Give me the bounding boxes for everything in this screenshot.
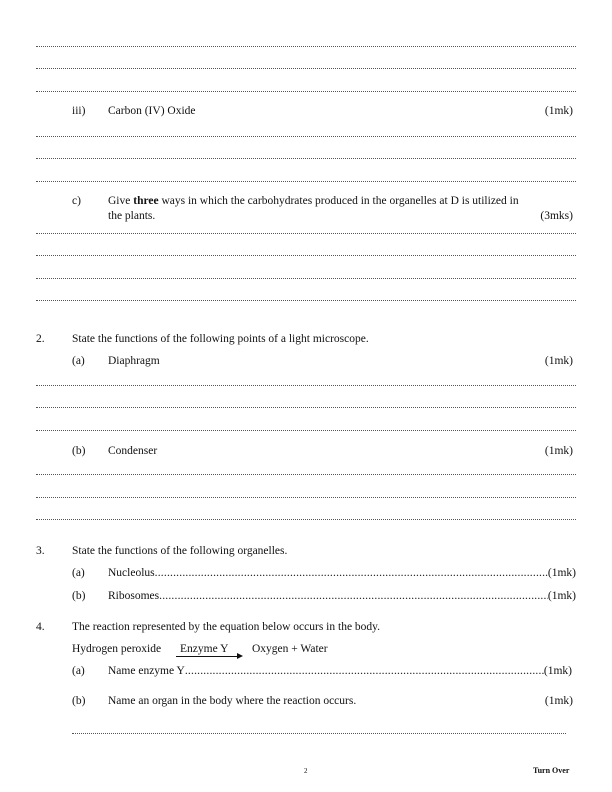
answer-line[interactable]: [36, 158, 576, 159]
answer-line[interactable]: [36, 407, 576, 408]
fill-in-line[interactable]: [108, 566, 576, 580]
question-text-post: ways in which the carbohydrates produced in the organelles at D is utilized in: [158, 195, 519, 207]
marks-label: (1mk): [544, 105, 573, 117]
sub-question-label: (b): [72, 445, 86, 457]
marks-label: (1mk): [547, 567, 576, 579]
answer-line[interactable]: [36, 430, 576, 431]
question-text: Carbon (IV) Oxide: [108, 105, 196, 117]
sub-question-text: Diaphragm: [108, 355, 160, 367]
sub-question-text: Name enzyme Y: [108, 665, 185, 677]
answer-line[interactable]: [36, 474, 576, 475]
question-number: 4.: [36, 621, 45, 633]
fill-in-line[interactable]: [108, 589, 576, 603]
fill-in-line[interactable]: [108, 664, 572, 678]
question-number: iii): [72, 105, 86, 117]
answer-line[interactable]: [36, 278, 576, 279]
question-text-line2: the plants.: [108, 210, 156, 222]
leader-dots: [185, 664, 544, 678]
sub-question-text: Name an organ in the body where the reaction occurs.: [108, 695, 357, 707]
answer-line[interactable]: [36, 181, 576, 182]
reaction-arrow: [176, 656, 239, 657]
question-text: State the functions of the following organelles.: [72, 545, 288, 557]
sub-question-label: (a): [72, 355, 85, 367]
question-number: 2.: [36, 333, 45, 345]
sub-question-text: Nucleolus: [108, 567, 155, 579]
answer-line[interactable]: [36, 519, 576, 520]
equation-enzyme: Enzyme Y: [180, 643, 229, 655]
sub-question-label: (a): [72, 665, 85, 677]
arrow-head-icon: [237, 653, 243, 659]
answer-line[interactable]: [72, 733, 566, 734]
question-text: The reaction represented by the equation below occurs in the body.: [72, 621, 381, 633]
answer-line[interactable]: [36, 385, 576, 386]
question-text: [108, 194, 519, 208]
marks-label: (1mk): [544, 445, 573, 457]
marks-label: (1mk): [544, 355, 573, 367]
leader-dots: [155, 566, 548, 580]
sub-question-label: (b): [72, 695, 86, 707]
marks-label: (1mk): [544, 695, 573, 707]
answer-line[interactable]: [36, 46, 576, 47]
leader-dots: [159, 589, 548, 603]
question-number: c): [72, 195, 81, 207]
answer-line[interactable]: [36, 91, 576, 92]
answer-line[interactable]: [36, 68, 576, 69]
turn-over-label: Turn Over: [533, 766, 570, 775]
answer-line[interactable]: [36, 136, 576, 137]
sub-question-label: (b): [72, 590, 86, 602]
page-number: 2: [304, 767, 308, 775]
marks-label: (3mks): [540, 210, 573, 222]
question-number: 3.: [36, 545, 45, 557]
equation-products: Oxygen + Water: [252, 643, 328, 655]
answer-line[interactable]: [36, 497, 576, 498]
question-text-pre: Give: [108, 195, 134, 207]
sub-question-text: Condenser: [108, 445, 158, 457]
equation-reactant: Hydrogen peroxide: [72, 643, 162, 655]
sub-question-label: (a): [72, 567, 85, 579]
answer-line[interactable]: [36, 300, 576, 301]
answer-line[interactable]: [36, 233, 576, 234]
question-text: State the functions of the following points of a light microscope.: [72, 333, 369, 345]
sub-question-text: Ribosomes: [108, 590, 160, 602]
marks-label: (1mk): [547, 590, 576, 602]
answer-line[interactable]: [36, 255, 576, 256]
question-text-bold: three: [133, 195, 159, 207]
marks-label: (1mk): [543, 665, 572, 677]
